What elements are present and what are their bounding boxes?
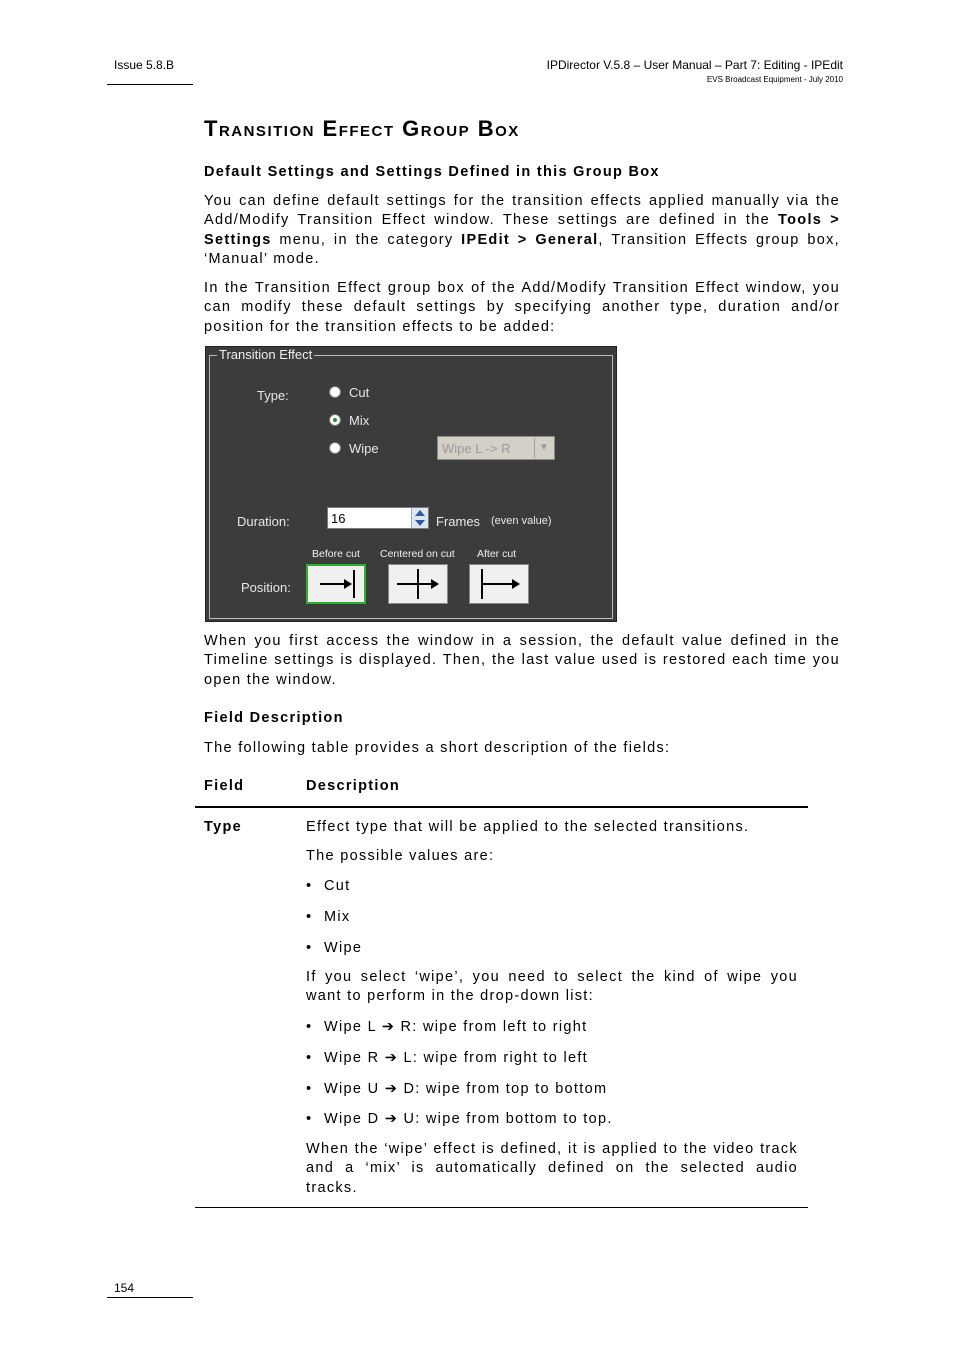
list-item-text: Wipe [324,940,363,956]
arrow-centered-icon [389,565,447,603]
position-centered-button[interactable] [388,564,448,604]
bullet-icon: • [306,1081,313,1097]
duration-value: 16 [331,511,346,526]
list-item-text: Cut [324,878,351,894]
arrow-right-icon: ➔ [384,1050,399,1066]
caption-centered-on-cut: Centered on cut [380,548,455,560]
list-item [306,1019,587,1035]
wipe-to: D: wipe from top to bottom [403,1081,608,1097]
desc-possible-values: The possible values are: [306,848,495,864]
spin-buttons[interactable] [411,508,428,528]
wipe-type-value: Wipe L -> R [442,441,511,456]
wipe-to: R: wipe from left to right [400,1019,588,1035]
transition-effect-screenshot [205,346,617,622]
bullet-icon: • [306,1111,313,1127]
wipe-to: L: wipe from right to left [403,1050,588,1066]
duration-label: Duration: [237,514,290,529]
list-item [306,909,350,925]
subsection-title-field-description: Field Description [204,710,344,726]
wipe-from: Wipe R [324,1050,380,1066]
bullet-icon: • [306,1019,313,1035]
wipe-from: Wipe U [324,1081,380,1097]
bullet-icon: • [306,940,313,956]
page-number: 154 [114,1281,135,1295]
spin-down-icon[interactable] [415,520,425,526]
list-item [306,1111,613,1127]
paragraph-first-access: When you first access the window in a session, the default value defined in the Timeline settings is displayed. Then, the last value used is restored each time you open the window. [204,633,840,688]
text-span: menu, in the category [271,231,462,248]
bullet-icon: • [306,878,313,894]
list-item [306,1050,588,1066]
type-label: Type: [257,388,289,403]
table-header-description: Description [306,778,401,794]
arrow-after-cut-icon [470,565,528,603]
position-after-cut-button[interactable] [469,564,529,604]
caption-before-cut: Before cut [312,548,360,560]
menu-path-tools-settings: Tools > Settings [204,212,840,248]
subsection-title-defaults: Default Settings and Settings Defined in this Group Box [204,164,660,180]
spin-up-icon[interactable] [415,510,425,516]
chevron-down-icon[interactable]: ▼ [534,438,553,458]
radio-cut[interactable] [329,386,341,398]
arrow-right-icon: ➔ [384,1081,399,1097]
wipe-type-select[interactable] [437,436,555,460]
table-header-rule [195,806,808,808]
arrow-right-icon: ➔ [381,1019,396,1035]
radio-wipe[interactable] [329,442,341,454]
list-item-text: Mix [324,909,351,925]
list-item [306,940,362,956]
table-bottom-rule [195,1207,808,1208]
document-subtitle: EVS Broadcast Equipment - July 2010 [706,75,843,84]
radio-mix[interactable] [329,414,341,426]
header-divider [107,84,193,85]
document-header [547,58,843,84]
bullet-icon: • [306,909,313,925]
paragraph-defaults [204,192,840,269]
frames-label: Frames [436,514,481,529]
table-header-field: Field [204,778,245,794]
footer-divider [107,1297,193,1298]
section-title: Transition Effect Group Box [204,116,520,141]
wipe-to: U: wipe from bottom to top. [403,1111,613,1127]
desc-wipe-select: If you select ‘wipe’, you need to select the kind of wipe you want to perform in the drop-down list: [306,969,798,1005]
text-span: You can define default settings for the transition effects applied manually via the Add/Modify Transition Effect window. These settings are defined in the [204,193,840,229]
desc-effect-type: Effect type that will be applied to the selected transitions. [306,819,750,835]
position-before-cut-button[interactable] [306,564,366,604]
radio-mix-label: Mix [349,413,370,428]
table-row-field-type: Type [204,819,242,835]
paragraph-group-box: In the Transition Effect group box of the Add/Modify Transition Effect window, you can modify these default settings by specifying another type, duration and/or position for the transition effects to be added: [204,280,840,335]
wipe-from: Wipe D [324,1111,380,1127]
arrow-before-cut-icon [308,566,364,602]
issue-label: Issue 5.8.B [114,58,175,72]
desc-wipe-effect-note: When the ‘wipe’ effect is defined, it is applied to the video track and a ‘mix’ is automatically defined on the selected audio tracks. [306,1141,798,1196]
radio-wipe-label: Wipe [349,441,379,456]
paragraph-table-intro: The following table provides a short description of the fields: [204,740,671,756]
caption-after-cut: After cut [477,548,517,560]
menu-path-ipedit-general: IPEdit > General [461,231,599,248]
list-item [306,878,350,894]
even-value-note: (even value) [491,515,552,527]
text-span: , Transition Effects group box, ‘Manual’ mode. [204,231,840,267]
position-label: Position: [241,580,291,595]
list-item [306,1081,607,1097]
radio-cut-label: Cut [349,385,370,400]
duration-stepper[interactable] [327,507,429,529]
bullet-icon: • [306,1050,313,1066]
group-box-legend: Transition Effect [219,347,313,362]
document-title: IPDirector V.5.8 – User Manual – Part 7: Editing - IPEdit [546,58,843,72]
wipe-from: Wipe L [324,1019,377,1035]
arrow-right-icon: ➔ [384,1111,399,1127]
